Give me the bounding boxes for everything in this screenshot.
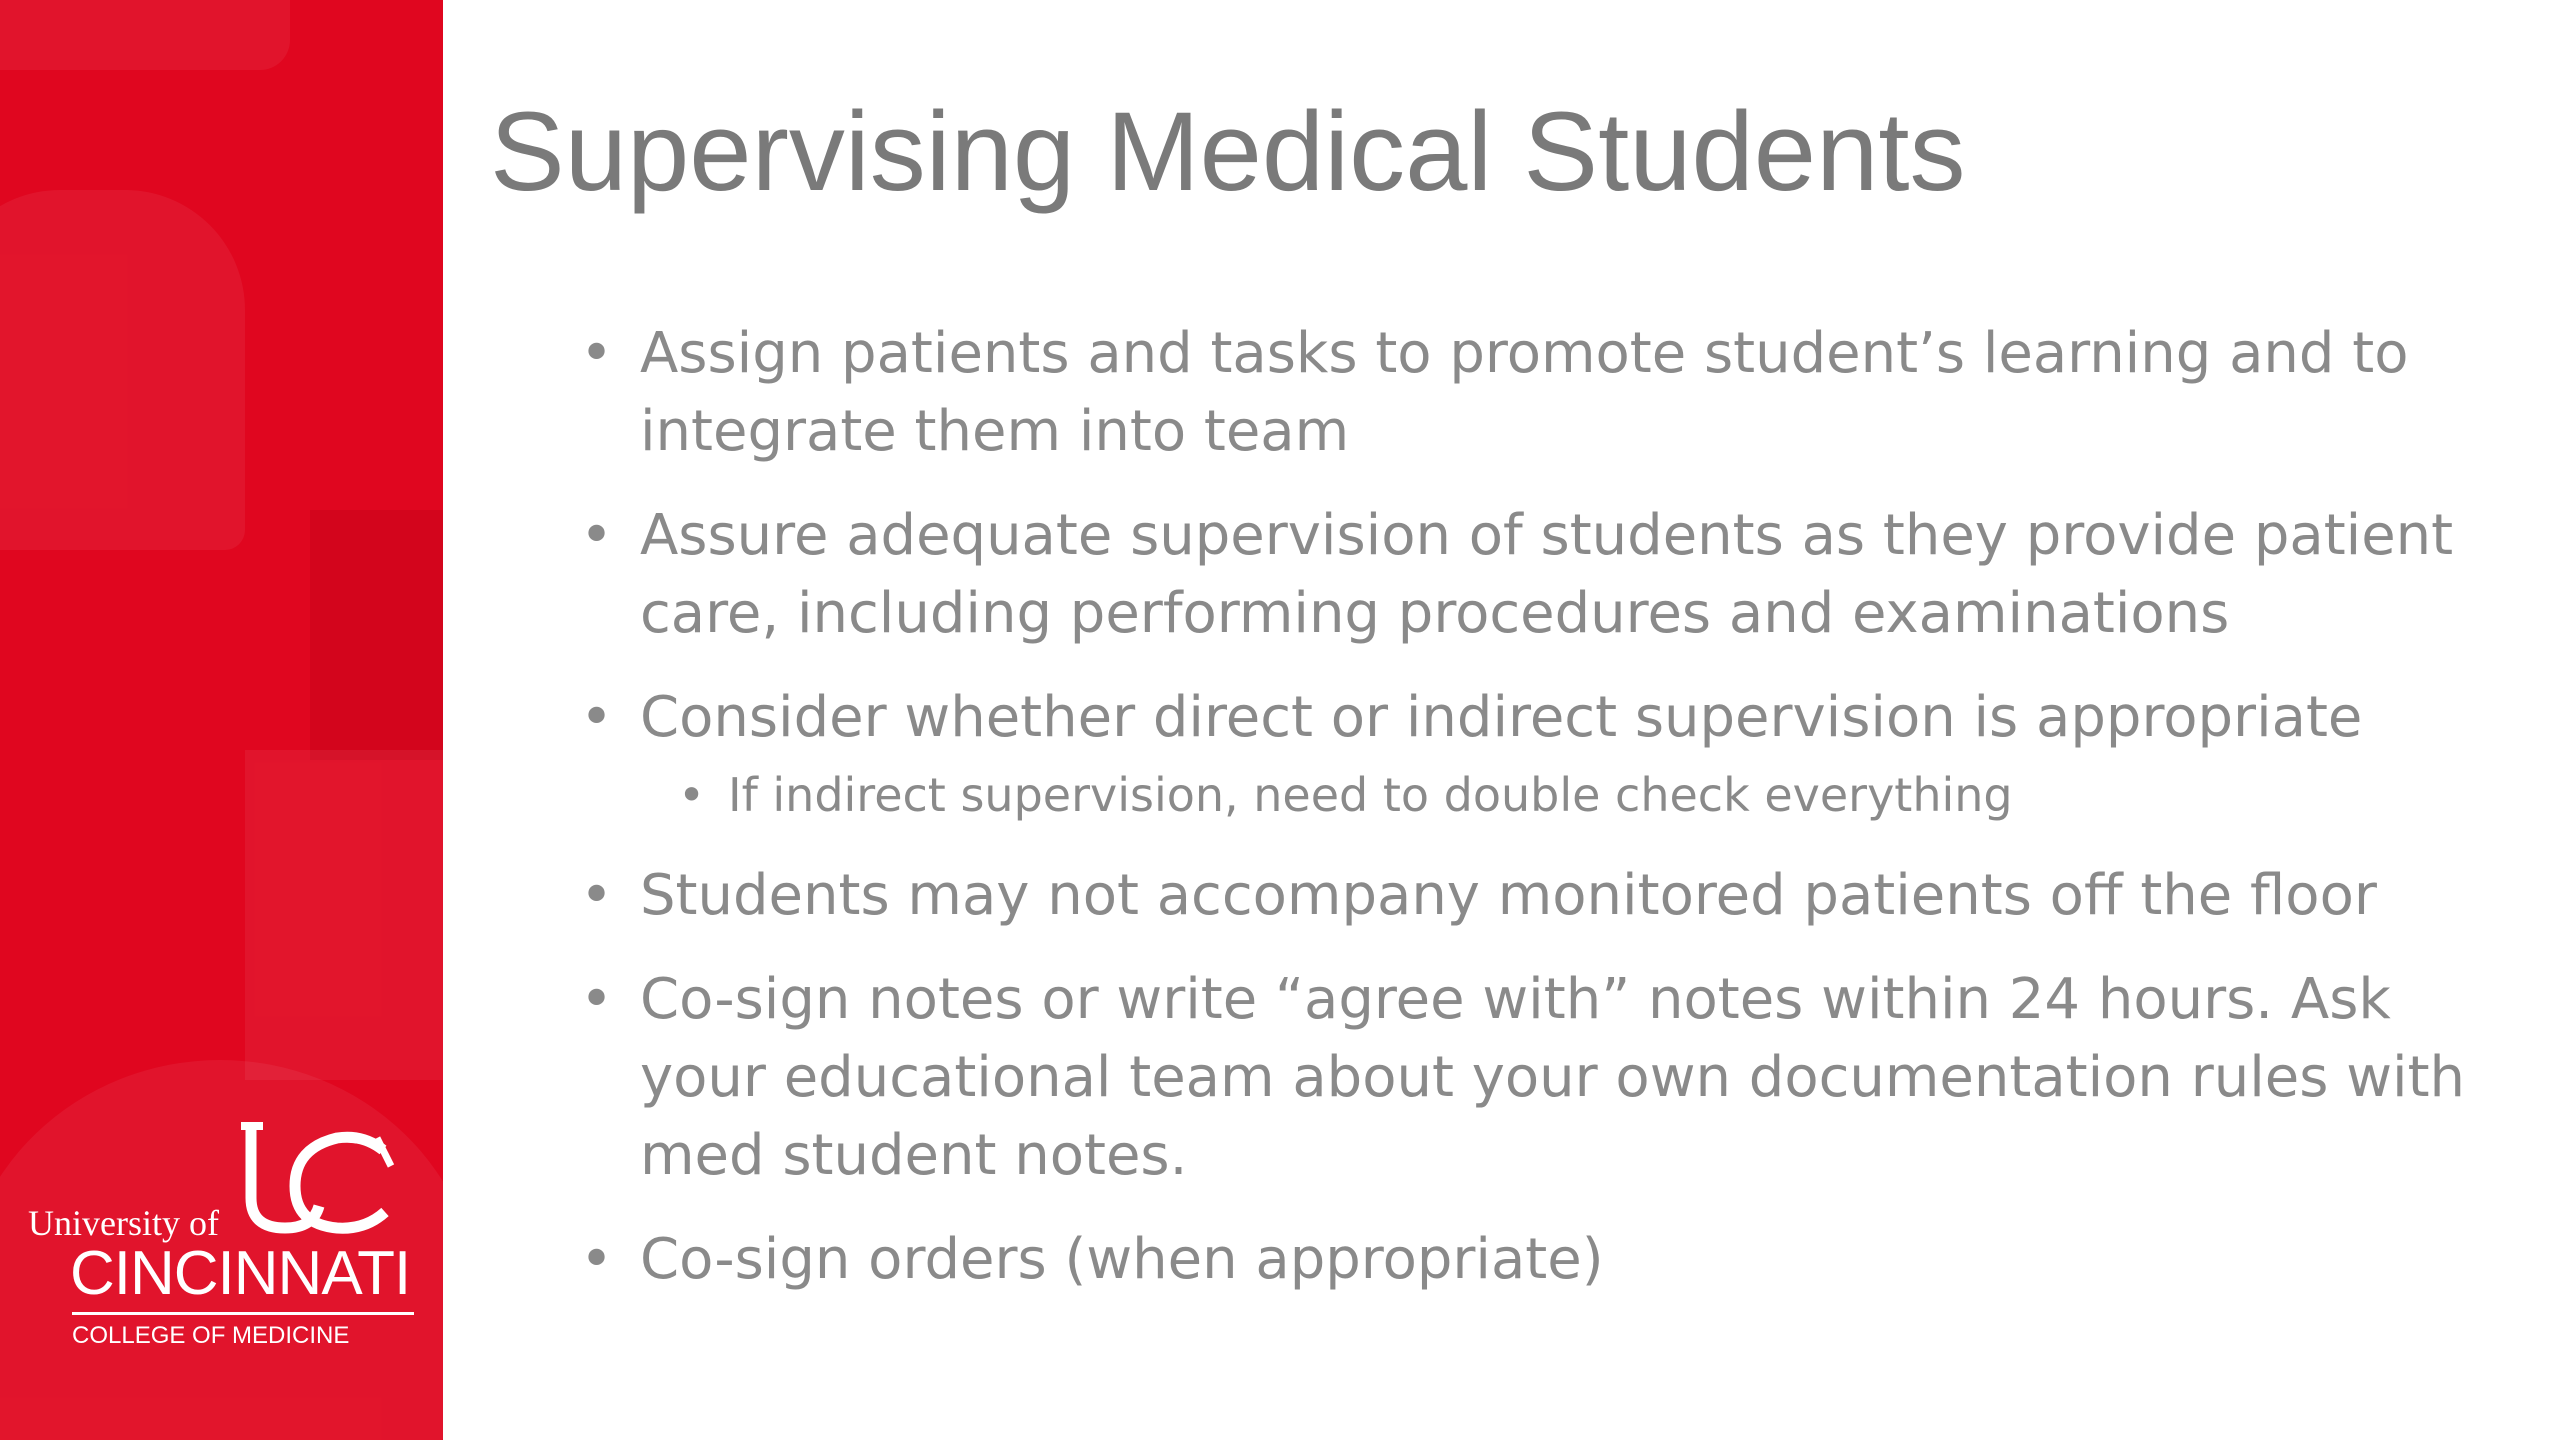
sub-bullet-item: • If indirect supervision, need to double check everything [678, 761, 2500, 829]
uc-monogram-icon [233, 1120, 403, 1240]
logo-divider [72, 1312, 414, 1315]
decorative-shape [245, 750, 443, 1080]
bullet-item: • Consider whether direct or indirect supervision is appropriate [580, 679, 2500, 757]
bullet-list [580, 315, 2500, 1325]
decorative-shape [0, 0, 290, 70]
bullet-item: • Co-sign orders (when appropriate) [580, 1221, 2500, 1299]
bullet-item: • Co-sign notes or write “agree with” notes within 24 hours. Ask your educational team about your own documentation rules with med student notes. [580, 961, 2500, 1195]
logo-cincinnati: CINCINNATI [70, 1239, 411, 1308]
bullet-item: • Assign patients and tasks to promote student’s learning and to integrate them into team [580, 315, 2500, 471]
bullet-item: • Assure adequate supervision of students as they provide patient care, including performing procedures and examinations [580, 497, 2500, 653]
decorative-shape [310, 510, 443, 760]
decorative-shape [0, 190, 245, 550]
logo-university-of: University of [28, 1203, 219, 1243]
sidebar-red-panel [0, 0, 443, 1440]
logo-college-of-medicine: COLLEGE OF MEDICINE [72, 1322, 350, 1349]
slide-title: Supervising Medical Students [490, 89, 1966, 214]
university-logo [28, 1120, 423, 1360]
bullet-item: • Students may not accompany monitored patients off the floor [580, 857, 2500, 935]
